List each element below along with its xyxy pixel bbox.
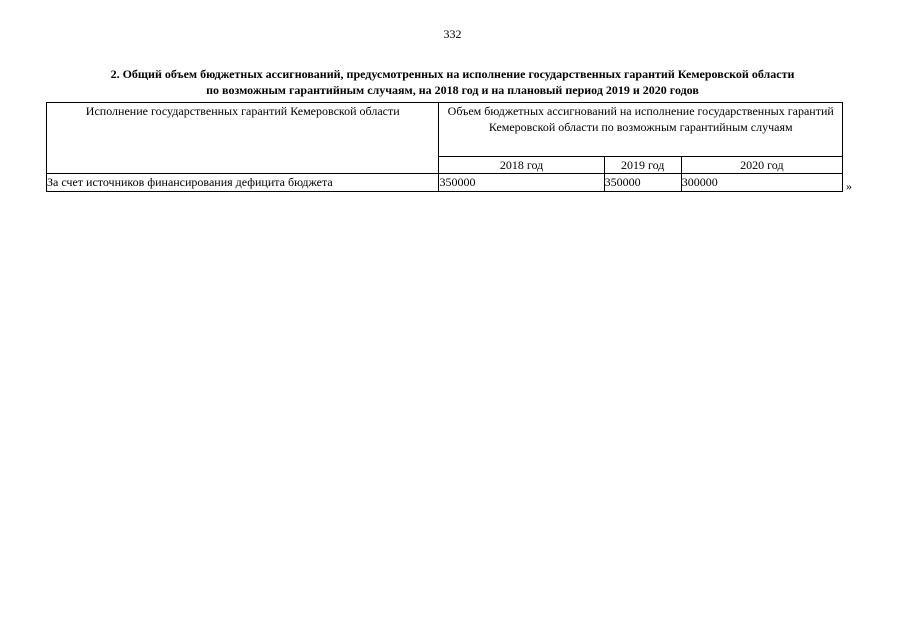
header-year-2020: 2020 год <box>681 156 842 173</box>
section-title-line-2: по возможным гарантийным случаям, на 2018 год и на плановый период 2019 и 2020 годов <box>206 83 699 97</box>
closing-quote-mark: » <box>846 179 852 193</box>
table-row <box>47 174 843 192</box>
section-title-line-1: 2. Общий объем бюджетных ассигнований, предусмотренных на исполнение государственных гарантий Кемеровской области <box>110 67 795 81</box>
value-2018: 350000 <box>439 174 604 192</box>
guarantees-table <box>46 102 843 192</box>
row-label-deficit-financing: За счет источников финансирования дефицита бюджета <box>47 174 439 192</box>
header-guarantee-execution: Исполнение государственных гарантий Кемеровской области <box>47 103 439 174</box>
table-header-row <box>47 103 843 157</box>
page-number: 332 <box>443 27 462 41</box>
value-2019: 350000 <box>604 174 681 192</box>
header-year-2018: 2018 год <box>439 156 604 173</box>
section-title <box>40 66 865 98</box>
header-appropriations-volume: Объем бюджетных ассигнований на исполнение государственных гарантий Кемеровской области по возможным гарантийным случаям <box>439 103 843 157</box>
header-year-2019: 2019 год <box>604 156 681 173</box>
value-2020: 300000 <box>681 174 842 192</box>
